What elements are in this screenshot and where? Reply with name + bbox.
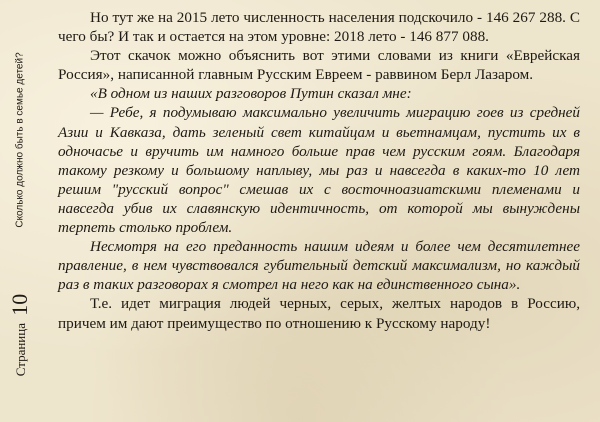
page-number xyxy=(7,294,33,377)
paragraph-population-jump: Но тут же на 2015 лето численность населения подскочило - 146 267 288. С чего бы? И так и остается на этом уровне: 2018 лето - 146 877 088. xyxy=(58,9,580,46)
running-book-title: Сколько должно быть в семье детей? xyxy=(14,52,26,228)
page-body xyxy=(58,8,580,333)
page-margin-sidebar xyxy=(0,0,40,422)
page-label: Страница xyxy=(13,322,28,377)
page-number-value: 10 xyxy=(7,293,32,316)
quote-putin-speech: — Ребе, я подумываю максимально увеличить миграцию гоев из средней Азии и Кавказа, дать зеленый свет китайцам и вьетнамцам, пустить их в одночасье и вручить им намного больше прав чем русским гоям. Благодаря такому резкому и большому наплыву, мы раз и навсегда в каких-то 10 лет решим "русский вопрос" смешав их с восточноазиатскими племенами и навсегда убив их славянскую идентичность, от которой мы вынуждены терпеть столько проблем. xyxy=(58,104,580,237)
quote-conclusion: Несмотря на его преданность нашим идеям и более чем десятилетнее правление, в нем чувствовался губительный детский максимализм, но каждый раз в таких разговорах я смотрел на него как на единственного сына». xyxy=(58,238,580,294)
paragraph-book-reference: Этот скачок можно объяснить вот этими словами из книги «Еврейская Россия», написанной главным Русским Евреем - раввином Берл Лазаром. xyxy=(58,47,580,84)
quote-intro: «В одном из наших разговоров Путин сказал мне: xyxy=(90,85,412,103)
paragraph-migration-summary: Т.е. идет миграция людей черных, серых, желтых народов в Россию, причем им дают преимущество по отношению к Русскому народу! xyxy=(58,295,580,332)
